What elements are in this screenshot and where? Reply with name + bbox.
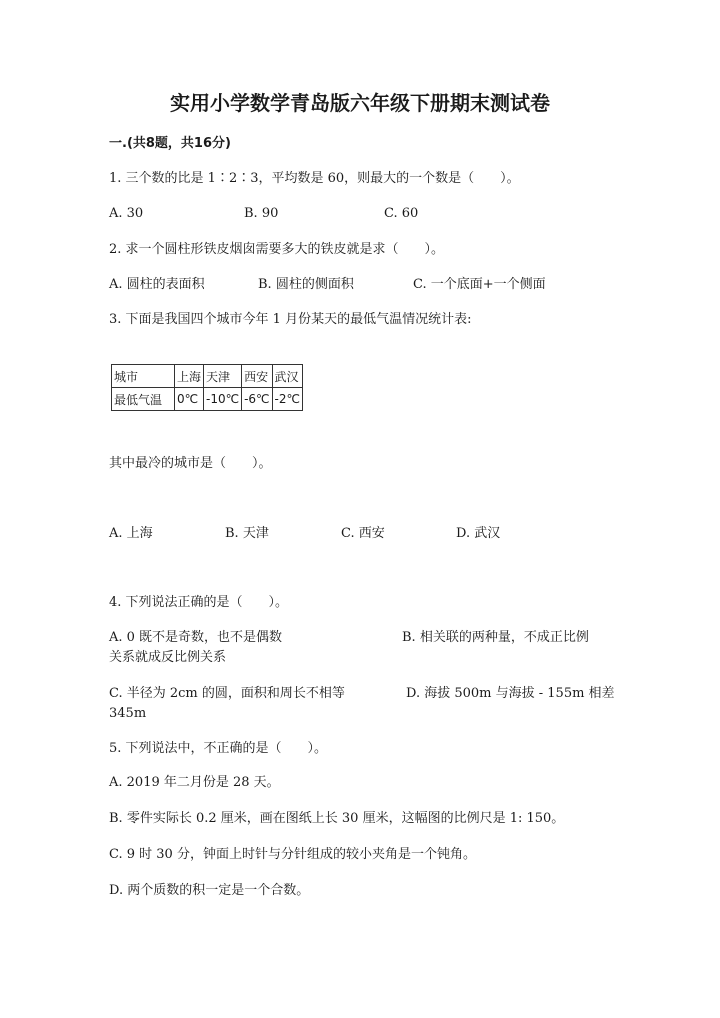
q1-option-a: A. 30 xyxy=(109,206,144,221)
table-cell: -2℃ xyxy=(272,388,302,411)
question-3-question: 其中最冷的城市是（ ）。 xyxy=(109,456,272,471)
q1-option-c: C. 60 xyxy=(384,206,419,221)
q3-option-c: C. 西安 xyxy=(341,526,385,541)
q5-option-d: D. 两个质数的积一定是一个合数。 xyxy=(109,883,310,898)
q5-option-a: A. 2019 年二月份是 28 天。 xyxy=(109,775,280,790)
temperature-table xyxy=(111,364,303,411)
question-2-stem: 2. 求一个圆柱形铁皮烟囱需要多大的铁皮就是求（ ）。 xyxy=(109,242,445,257)
q4-option-b-continued: 关系就成反比例关系 xyxy=(109,650,227,665)
table-cell: 西安 xyxy=(242,365,272,388)
q3-option-b: B. 天津 xyxy=(225,526,269,541)
table-cell: 上海 xyxy=(175,365,204,388)
q5-option-c: C. 9 时 30 分，钟面上时针与分针组成的较小夹角是一个钝角。 xyxy=(109,847,476,862)
table-cell: -6℃ xyxy=(242,388,272,411)
table-cell: 天津 xyxy=(204,365,242,388)
q3-option-d: D. 武汉 xyxy=(456,526,501,541)
q1-option-b: B. 90 xyxy=(244,206,279,221)
q2-option-a: A. 圆柱的表面积 xyxy=(109,277,205,292)
question-1-stem: 1. 三个数的比是 1∶2∶3，平均数是 60，则最大的一个数是（ ）。 xyxy=(109,171,520,186)
q4-option-d: D. 海拔 500m 与海拔 - 155m 相差 xyxy=(406,686,615,701)
table-cell: 城市 xyxy=(112,365,175,388)
table-cell: 0℃ xyxy=(175,388,204,411)
table-cell: -10℃ xyxy=(204,388,242,411)
table-cell: 最低气温 xyxy=(112,388,175,411)
q5-option-b: B. 零件实际长 0.2 厘米，画在图纸上长 30 厘米，这幅图的比例尺是 1: 150。 xyxy=(109,811,565,826)
table-cell: 武汉 xyxy=(272,365,302,388)
page-title: 实用小学数学青岛版六年级下册期末测试卷 xyxy=(170,91,550,115)
question-3-stem: 3. 下面是我国四个城市今年 1 月份某天的最低气温情况统计表: xyxy=(109,312,472,327)
table-row xyxy=(112,388,303,411)
q4-option-b: B. 相关联的两种量，不成正比例 xyxy=(402,630,589,645)
q4-option-a: A. 0 既不是奇数，也不是偶数 xyxy=(109,630,283,645)
q4-option-d-continued: 345m xyxy=(109,706,147,721)
question-4-stem: 4. 下列说法正确的是（ ）。 xyxy=(109,595,289,610)
q3-option-a: A. 上海 xyxy=(109,526,153,541)
table-header-row xyxy=(112,365,303,388)
q2-option-b: B. 圆柱的侧面积 xyxy=(258,277,354,292)
q4-option-c: C. 半径为 2cm 的圆，面积和周长不相等 xyxy=(109,686,345,701)
q2-option-c: C. 一个底面+一个侧面 xyxy=(413,277,546,292)
question-5-stem: 5. 下列说法中，不正确的是（ ）。 xyxy=(109,741,328,756)
section-heading: 一.(共8题，共16分) xyxy=(109,136,231,151)
